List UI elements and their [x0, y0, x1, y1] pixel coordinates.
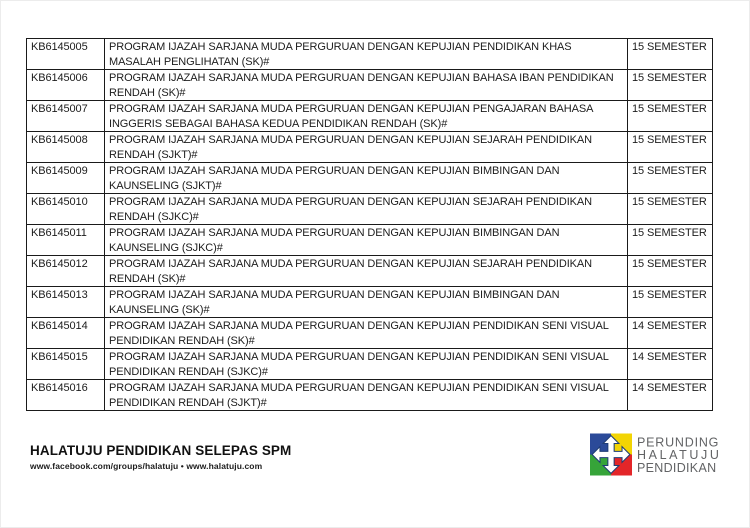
table-row: [27, 380, 713, 411]
compass-arrows-icon: [590, 433, 632, 476]
program-description-cell: PROGRAM IJAZAH SARJANA MUDA PERGURUAN DENGAN KEPUJIAN BAHASA IBAN PENDIDIKAN RENDAH (SK)#: [105, 70, 628, 101]
table-row: [27, 163, 713, 194]
table-row: [27, 101, 713, 132]
program-code-cell: KB6145005: [27, 39, 105, 70]
program-description-cell: PROGRAM IJAZAH SARJANA MUDA PERGURUAN DENGAN KEPUJIAN PENDIDIKAN KHAS MASALAH PENGLIHATAN (SK)#: [105, 39, 628, 70]
logo-text-line: HALATUJU: [637, 447, 722, 462]
program-duration-cell: 15 SEMESTER: [628, 39, 713, 70]
program-duration-cell: 15 SEMESTER: [628, 225, 713, 256]
logo-wordmark: [637, 436, 721, 474]
program-code-cell: KB6145006: [27, 70, 105, 101]
program-code-cell: KB6145012: [27, 256, 105, 287]
program-description-cell: PROGRAM IJAZAH SARJANA MUDA PERGURUAN DENGAN KEPUJIAN BIMBINGAN DAN KAUNSELING (SK)#: [105, 287, 628, 318]
table-row: [27, 318, 713, 349]
program-duration-cell: 15 SEMESTER: [628, 256, 713, 287]
program-code-cell: KB6145016: [27, 380, 105, 411]
table-row: [27, 287, 713, 318]
table-row: [27, 349, 713, 380]
halatuju-logo: [590, 433, 721, 476]
table-row: [27, 194, 713, 225]
logo-text-line: PERUNDING: [637, 434, 720, 450]
program-duration-cell: 14 SEMESTER: [628, 318, 713, 349]
program-code-cell: KB6145009: [27, 163, 105, 194]
program-description-cell: PROGRAM IJAZAH SARJANA MUDA PERGURUAN DENGAN KEPUJIAN BIMBINGAN DAN KAUNSELING (SJKT)#: [105, 163, 628, 194]
program-description-cell: PROGRAM IJAZAH SARJANA MUDA PERGURUAN DENGAN KEPUJIAN PENDIDIKAN SENI VISUAL PENDIDIKAN RENDAH (SK)#: [105, 318, 628, 349]
program-description-cell: PROGRAM IJAZAH SARJANA MUDA PERGURUAN DENGAN KEPUJIAN BIMBINGAN DAN KAUNSELING (SJKC)#: [105, 225, 628, 256]
program-table-container: [26, 38, 712, 411]
table-row: [27, 256, 713, 287]
program-code-cell: KB6145008: [27, 132, 105, 163]
program-description-cell: PROGRAM IJAZAH SARJANA MUDA PERGURUAN DENGAN KEPUJIAN SEJARAH PENDIDIKAN RENDAH (SJKT)#: [105, 132, 628, 163]
logo-text-line: PENDIDIKAN: [637, 459, 717, 475]
program-duration-cell: 15 SEMESTER: [628, 132, 713, 163]
table-row: [27, 132, 713, 163]
program-description-cell: PROGRAM IJAZAH SARJANA MUDA PERGURUAN DENGAN KEPUJIAN PENGAJARAN BAHASA INGGERIS SEBAGAI BAHASA KEDUA PENDIDIKAN RENDAH (SK)#: [105, 101, 628, 132]
program-code-cell: KB6145015: [27, 349, 105, 380]
program-duration-cell: 15 SEMESTER: [628, 194, 713, 225]
program-code-cell: KB6145010: [27, 194, 105, 225]
footer-links: www.facebook.com/groups/halatuju • www.halatuju.com: [30, 461, 263, 471]
program-code-cell: KB6145007: [27, 101, 105, 132]
program-code-cell: KB6145011: [27, 225, 105, 256]
program-description-cell: PROGRAM IJAZAH SARJANA MUDA PERGURUAN DENGAN KEPUJIAN SEJARAH PENDIDIKAN RENDAH (SK)#: [105, 256, 628, 287]
program-duration-cell: 15 SEMESTER: [628, 163, 713, 194]
program-table: [26, 38, 713, 411]
program-description-cell: PROGRAM IJAZAH SARJANA MUDA PERGURUAN DENGAN KEPUJIAN SEJARAH PENDIDIKAN RENDAH (SJKC)#: [105, 194, 628, 225]
program-description-cell: PROGRAM IJAZAH SARJANA MUDA PERGURUAN DENGAN KEPUJIAN PENDIDIKAN SENI VISUAL PENDIDIKAN RENDAH (SJKT)#: [105, 380, 628, 411]
program-code-cell: KB6145013: [27, 287, 105, 318]
table-row: [27, 39, 713, 70]
program-code-cell: KB6145014: [27, 318, 105, 349]
program-duration-cell: 14 SEMESTER: [628, 349, 713, 380]
table-row: [27, 70, 713, 101]
table-row: [27, 225, 713, 256]
program-duration-cell: 14 SEMESTER: [628, 380, 713, 411]
program-duration-cell: 15 SEMESTER: [628, 70, 713, 101]
program-description-cell: PROGRAM IJAZAH SARJANA MUDA PERGURUAN DENGAN KEPUJIAN PENDIDIKAN SENI VISUAL PENDIDIKAN RENDAH (SJKC)#: [105, 349, 628, 380]
program-duration-cell: 15 SEMESTER: [628, 287, 713, 318]
program-table-body: [27, 39, 713, 411]
program-duration-cell: 15 SEMESTER: [628, 101, 713, 132]
footer-title: HALATUJU PENDIDIKAN SELEPAS SPM: [30, 443, 292, 458]
